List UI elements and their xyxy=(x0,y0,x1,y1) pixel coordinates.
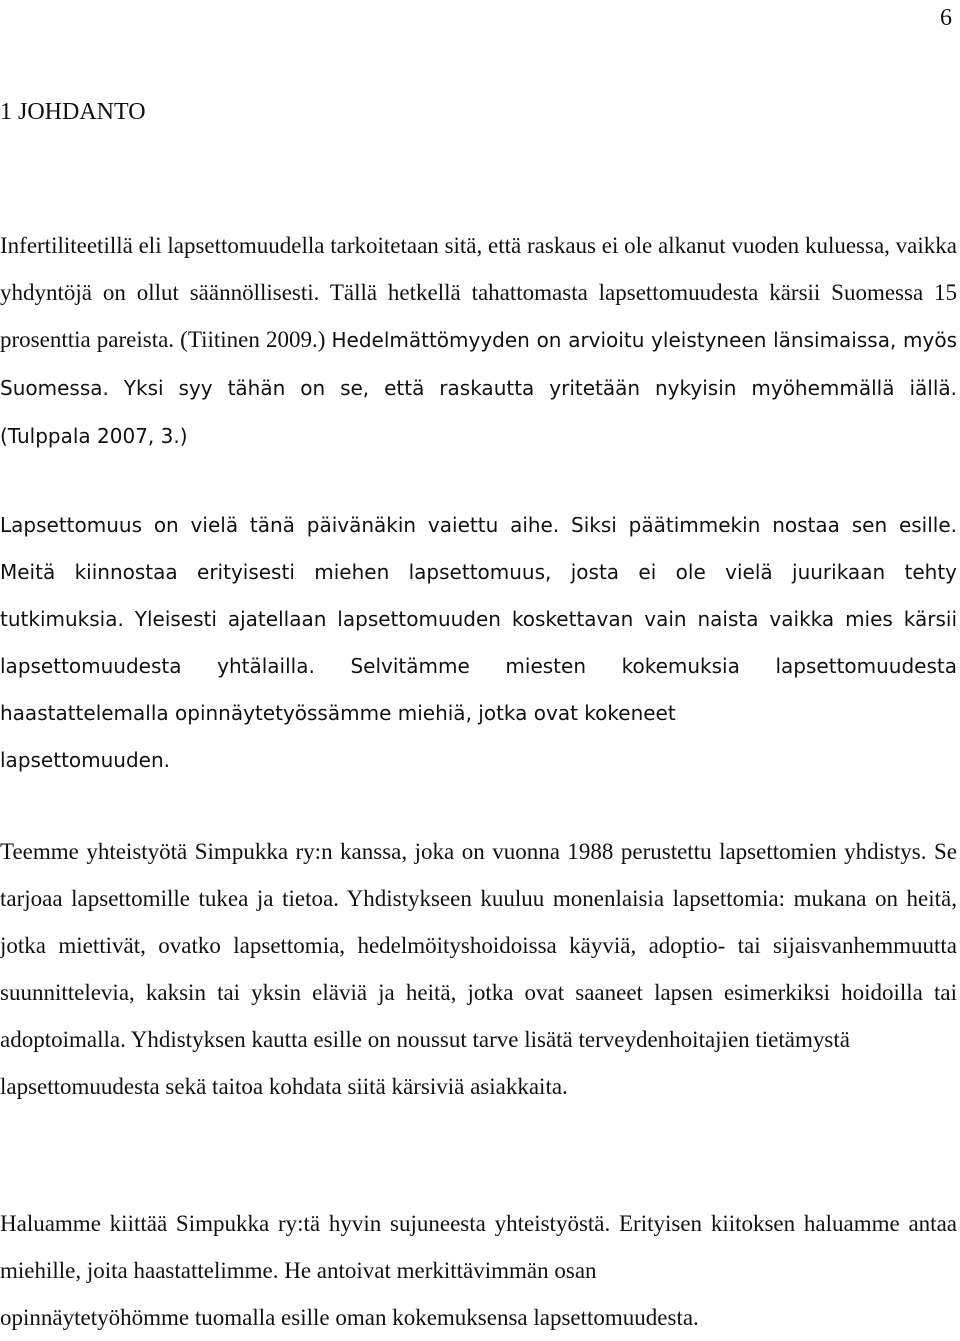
paragraph-acknowledgements-text: Haluamme kiittää Simpukka ry:tä hyvin sujuneesta yhteistyöstä. Erityisen kiitoksen haluamme antaa miehille, joita haastattelimme. He antoivat merkittävimmän osan xyxy=(0,1211,957,1283)
paragraph-simpukka-last-line: lapsettomuudesta sekä taitoa kohdata siitä kärsiviä asiakkaita. xyxy=(0,1074,568,1099)
chapter-heading: 1 JOHDANTO xyxy=(0,99,146,125)
paragraph-acknowledgements xyxy=(0,1200,957,1341)
paragraph-topic xyxy=(0,502,957,784)
paragraph-introduction xyxy=(0,222,957,460)
paragraph-simpukka xyxy=(0,828,957,1110)
page-number: 6 xyxy=(940,5,952,31)
paragraph-topic-text: Lapsettomuus on vielä tänä päivänäkin vaiettu aihe. Siksi päätimmekin nostaa sen esille. Meitä kiinnostaa erityisesti miehen lapsettomuus, josta ei ole vielä juurikaan tehty tutkimuksia. Yleisesti ajatellaan lapsettomuuden koskettavan vain naista vaikka mies kärsii lapsettomuudesta yhtälailla. Selvitämme miesten kokemuksia lapsettomuudesta haastattelemalla opinnäytetyössämme miehiä, jotka ovat kokeneet xyxy=(0,513,957,725)
paragraph-topic-last-line: lapsettomuuden. xyxy=(0,748,171,772)
paragraph-acknowledgements-last-line: opinnäytetyöhömme tuomalla esille oman kokemuksensa lapsettomuudesta. xyxy=(0,1305,699,1330)
paragraph-simpukka-text: Teemme yhteistyötä Simpukka ry:n kanssa, joka on vuonna 1988 perustettu lapsettomien yhdistys. Se tarjoaa lapsettomille tukea ja tietoa. Yhdistykseen kuuluu monenlaisia lapsettomia: mukana on heitä, jotka miettivät, ovatko lapsettomia, hedelmöityshoidoissa käyviä, adoptio- tai sijaisvanhemmuutta suunnittelevia, kaksin tai yksin eläviä ja heitä, jotka ovat saaneet lapsen esimerkiksi hoidoilla tai adoptoimalla. Yhdistyksen kautta esille on noussut tarve lisätä terveydenhoitajien tietämystä xyxy=(0,839,957,1052)
paragraph-introduction-sans-text: Hedelmättömyyden on arvioitu yleistyneen länsimaissa, myös Suomessa. Yksi syy tähän on se, että raskautta yritetään nykyisin myöhemmällä iällä. (Tulppala 2007, 3.) xyxy=(0,328,958,448)
paragraph-introduction-serif-text: Infertiliteetillä eli lapsettomuudella tarkoitetaan sitä, että raskaus ei ole alkanut vuoden kuluessa, vaikka yhdyntöjä on ollut säännöllisesti. Tällä hetkellä tahattomasta lapsettomuudesta kärsii Suomessa 15 prosenttia pareista. (Tiitinen 2009.) xyxy=(0,233,957,352)
